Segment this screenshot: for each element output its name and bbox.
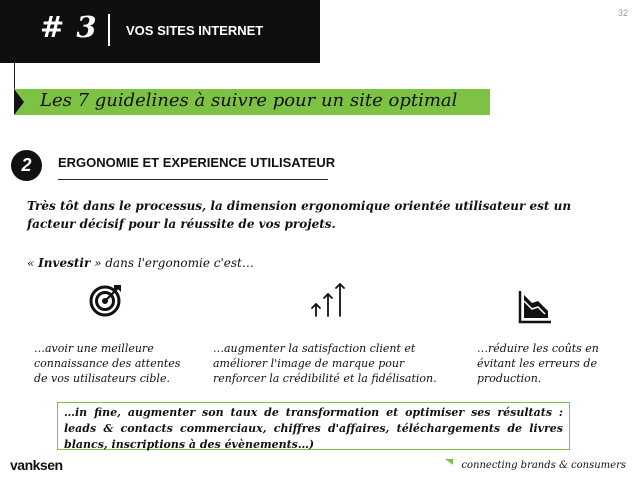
subsection-number-badge: 2 [11, 150, 42, 181]
benefit-cost-reduction: …réduire les coûts en évitant les erreurs de production. [477, 342, 599, 385]
header-title: VOS SITES INTERNET [126, 23, 264, 38]
benefit-satisfaction: …augmenter la satisfaction client et améliorer l'image de marque pour renforcer la crédibilité et la fidélisation. [213, 342, 437, 385]
page-number: 32 [617, 8, 628, 18]
subsection-underline [58, 179, 328, 180]
declining-chart-icon [517, 289, 553, 325]
tagline-mark [445, 459, 453, 465]
benefit-knowledge: …avoir une meilleure connaissance des attentes de vos utilisateurs cible. [34, 342, 181, 385]
invest-suffix: » dans l'ergonomie c'est… [90, 256, 254, 270]
banner-title: Les 7 guidelines à suivre pour un site optimal [40, 90, 458, 111]
vanksen-logo: vanksen [10, 457, 63, 473]
growth-arrows-icon [308, 280, 348, 320]
section-number: # 3 [40, 10, 98, 44]
header-divider [108, 14, 110, 46]
header-bar [0, 0, 320, 63]
conclusion-box: …in fine, augmenter son taux de transformation et optimiser ses résultats : leads & contacts commerciaux, chiffres d'affaires, téléchargements de livres blancs, inscriptions à des évènements…) [57, 402, 570, 450]
intro-paragraph: Très tôt dans le processus, la dimension ergonomique orientée utilisateur est un facteur décisif pour la réussite de vos projets. [27, 199, 572, 231]
footer-tagline: connecting brands & consumers [461, 460, 626, 471]
banner-notch [14, 89, 24, 115]
subsection-title: ERGONOMIE ET EXPERIENCE UTILISATEUR [58, 155, 336, 170]
target-icon [88, 282, 124, 318]
invest-keyword: Investir [38, 256, 91, 270]
invest-line [27, 256, 254, 270]
invest-prefix: « [27, 256, 39, 270]
guidelines-banner [14, 89, 490, 115]
